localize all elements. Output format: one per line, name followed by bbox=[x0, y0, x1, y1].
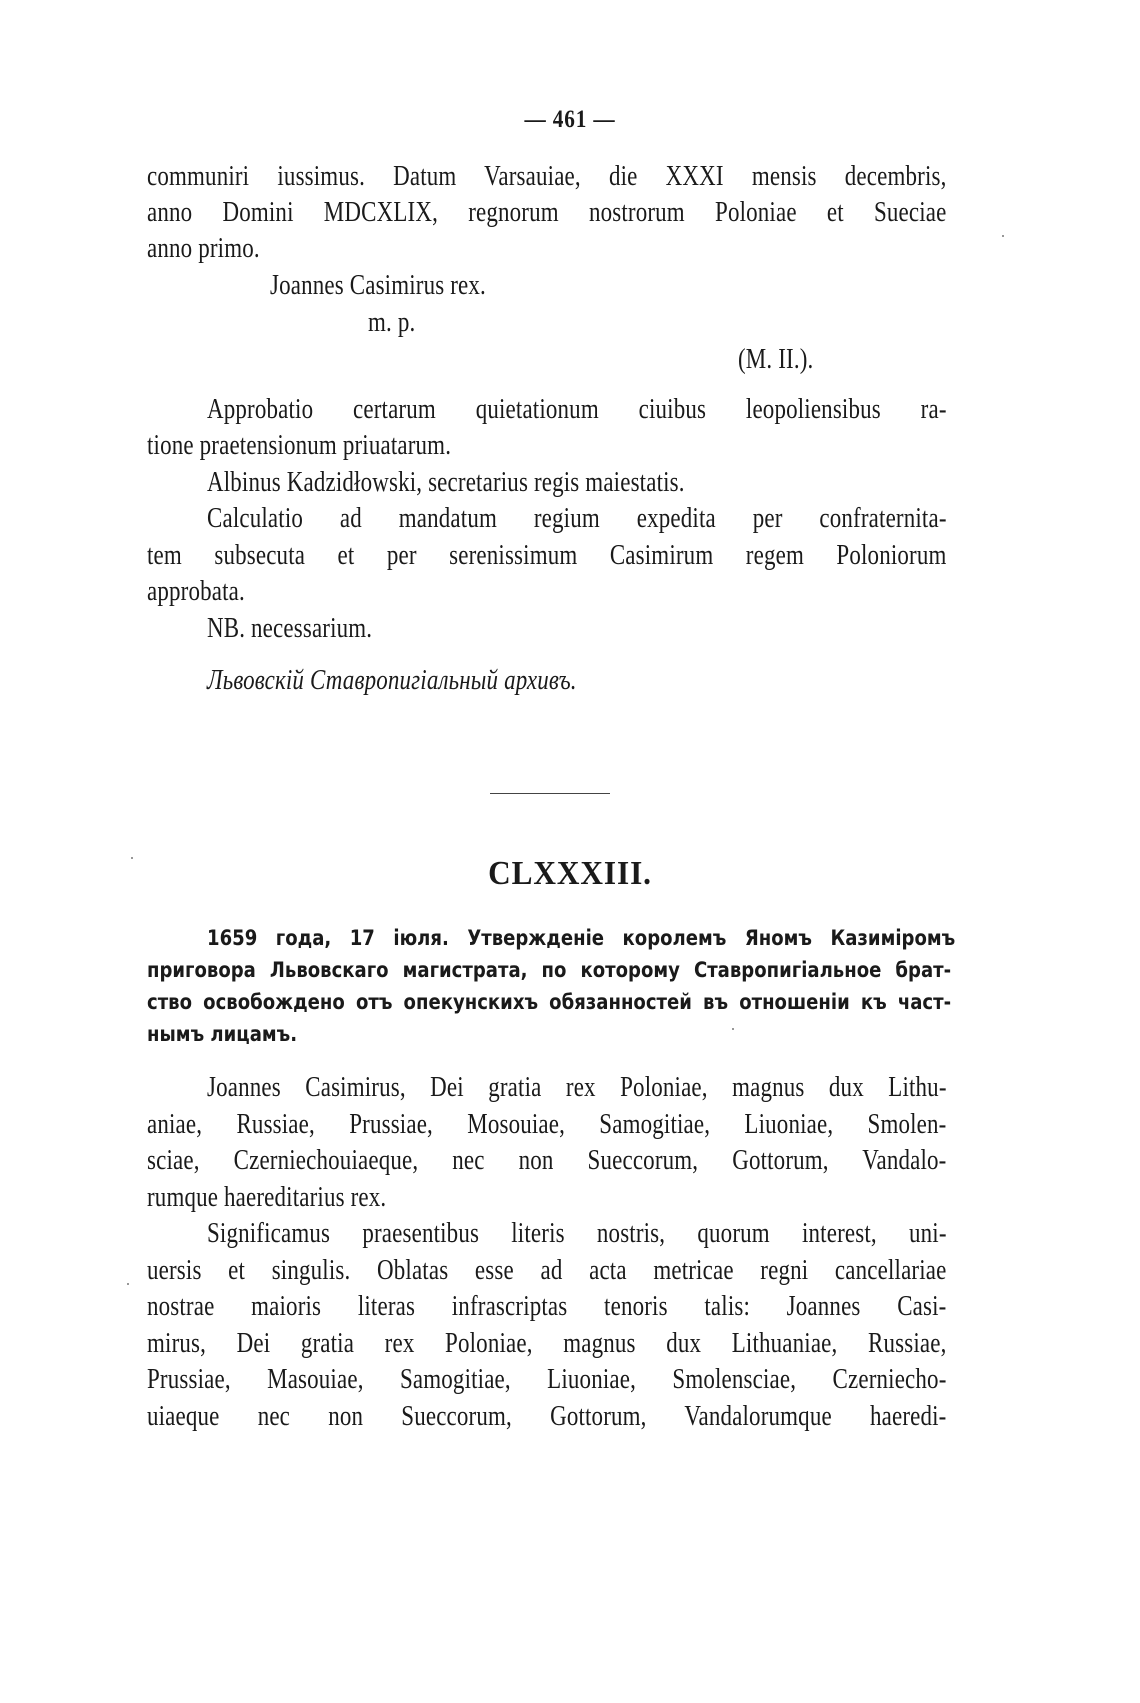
calculatio-line-2: tem subsecuta et per serenissimum Casimirum regem Poloniorum bbox=[147, 540, 947, 571]
intitulatio-line-4: rumque haereditarius rex. bbox=[147, 1182, 387, 1213]
royal-signature: Joannes Casimirus rex. bbox=[270, 270, 486, 301]
approbatio-line-2: tione praetensionum priuatarum. bbox=[147, 430, 452, 461]
manu-propria: m. p. bbox=[368, 307, 416, 338]
intitulatio-line-2: aniae, Russiae, Prussiae, Mosouiae, Samogitiae, Liuoniae, Smolen- bbox=[147, 1109, 947, 1140]
intitulatio-line-1: Joannes Casimirus, Dei gratia rex Poloniae, magnus dux Lithu- bbox=[207, 1072, 947, 1103]
calculatio-line-3: approbata. bbox=[147, 576, 245, 607]
approbatio-line-1: Approbatio certarum quietationum ciuibus leopoliensibus ra- bbox=[207, 394, 947, 425]
scan-speck bbox=[1002, 235, 1004, 237]
closing-line-2: anno Domini MDCXLIX, regnorum nostrorum Poloniae et Sueciae bbox=[147, 197, 947, 228]
scan-speck bbox=[131, 857, 133, 859]
body-line-1: Significamus praesentibus literis nostris, quorum interest, uni- bbox=[207, 1218, 947, 1249]
summary-line-2: приговора Львовскаго магистрата, по которому Ставропигіальное брат- bbox=[147, 958, 952, 982]
secretary-line: Albinus Kadzidłowski, secretarius regis maiestatis. bbox=[207, 467, 685, 498]
intitulatio-line-3: sciae, Czerniechouiaeque, nec non Sueccorum, Gottorum, Vandalo- bbox=[147, 1145, 947, 1176]
calculatio-line-1: Calculatio ad mandatum regium expedita per confraternita- bbox=[207, 503, 947, 534]
summary-line-4: нымъ лицамъ. bbox=[147, 1022, 298, 1046]
section-divider bbox=[490, 793, 610, 794]
scan-speck bbox=[732, 1028, 734, 1030]
archive-source: Львовскій Ставропигіальный архивъ. bbox=[207, 665, 577, 696]
summary-line-3: ство освобождено отъ опекунскихъ обязанностей въ отношеніи къ част- bbox=[147, 990, 952, 1014]
body-line-5: Prussiae, Masouiae, Samogitiae, Liuoniae, Smolensciae, Czerniecho- bbox=[147, 1364, 947, 1395]
body-line-2: uersis et singulis. Oblatas esse ad acta metricae regni cancellariae bbox=[147, 1255, 947, 1286]
body-line-6: uiaeque nec non Sueccorum, Gottorum, Vandalorumque haeredi- bbox=[147, 1401, 947, 1432]
body-line-3: nostrae maioris literas infrascriptas tenoris talis: Joannes Casi- bbox=[147, 1291, 947, 1322]
document-number: CLXXXIII. bbox=[488, 855, 652, 892]
summary-line-1: 1659 года, 17 іюля. Утвержденіе королемъ Яномъ Казиміромъ bbox=[207, 926, 956, 950]
body-line-4: mirus, Dei gratia rex Poloniae, magnus dux Lithuaniae, Russiae, bbox=[147, 1328, 947, 1359]
closing-line-1: communiri iussimus. Datum Varsauiae, die XXXI mensis decembris, bbox=[147, 161, 947, 192]
seal-notation: (M. II.). bbox=[738, 344, 814, 375]
nota-bene: NB. necessarium. bbox=[207, 613, 373, 644]
scan-speck bbox=[127, 1283, 129, 1285]
closing-line-3: anno primo. bbox=[147, 233, 260, 264]
page-number: — 461 — bbox=[524, 106, 616, 133]
